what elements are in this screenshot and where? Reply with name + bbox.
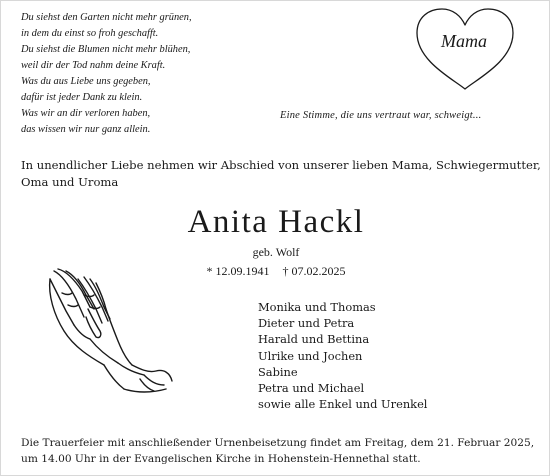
birth-date: * 12.09.1941 (206, 264, 270, 278)
ceremony-info (21, 435, 546, 467)
mourner: sowie alle Enkel und Urenkel (258, 397, 428, 412)
poem-line: Was wir an dir verloren haben, (21, 108, 151, 119)
deceased-name: Anita Hackl (187, 204, 365, 240)
motto: Eine Stimme, die uns vertraut war, schweigt... (280, 110, 482, 121)
poem (21, 10, 291, 138)
poem-line: Du siehst den Garten nicht mehr grünen, (21, 12, 192, 23)
ceremony-line: Die Trauerfeier mit anschließender Urnenbeisetzung findet am Freitag, dem 21. Februar 2025, (21, 437, 535, 449)
mourner: Sabine (258, 364, 298, 379)
mourner: Ulrike und Jochen (258, 348, 363, 363)
mourner: Dieter und Petra (258, 316, 355, 331)
poem-line: Du siehst die Blumen nicht mehr blühen, (21, 44, 191, 55)
death-date: † 07.02.2025 (282, 264, 346, 278)
praying-hands-icon (44, 265, 174, 395)
poem-line: Was du aus Liebe uns gegeben, (21, 76, 151, 87)
heart-label: Mama (441, 31, 487, 51)
mourner: Monika und Thomas (258, 300, 376, 314)
mourner: Petra und Michael (258, 381, 365, 396)
mourner: Harald und Bettina (258, 332, 370, 347)
ceremony-line: um 14.00 Uhr in der Evangelischen Kirche in Hohenstein-Hennethal statt. (21, 453, 421, 465)
poem-line: weil dir der Tod nahm deine Kraft. (21, 60, 166, 71)
poem-line: das wissen wir nur ganz allein. (21, 124, 151, 135)
mourners-list (258, 299, 488, 412)
born-name: geb. Wolf (252, 245, 300, 259)
poem-line: dafür ist jeder Dank zu klein. (21, 92, 143, 103)
poem-line: in dem du einst so froh geschafft. (21, 28, 159, 39)
intro-text: In unendlicher Liebe nehmen wir Abschied von unserer lieben Mama, Schwiegermutter, Oma und Uroma (21, 158, 541, 189)
